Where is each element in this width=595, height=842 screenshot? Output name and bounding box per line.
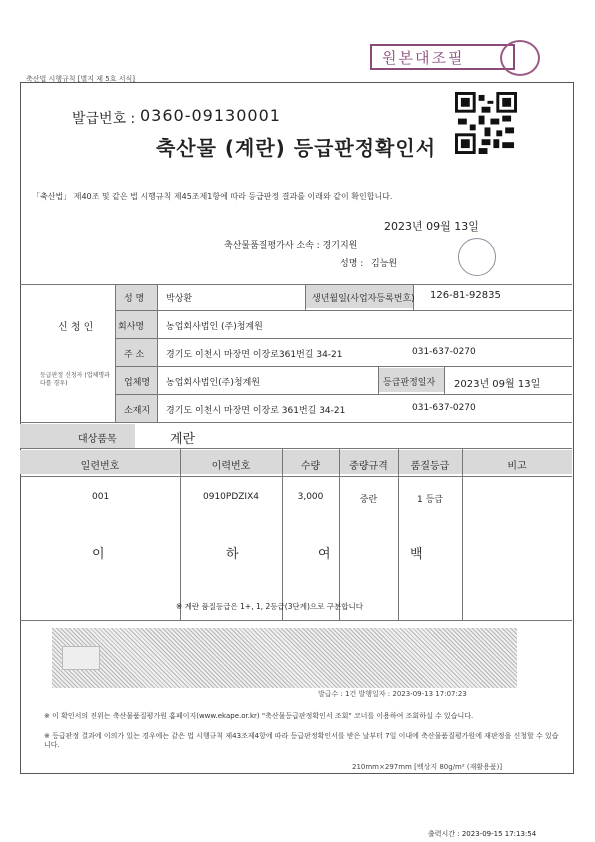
- applicant-section-label: 신 청 인: [58, 322, 94, 333]
- belong-value: 농업회사법인 (주)청계원: [166, 322, 263, 332]
- birth-label: 생년월일(사업자등록번호): [312, 294, 415, 304]
- security-pattern: [52, 628, 517, 688]
- applicant-side-note: 등급판정 신청자 (업체명과 다를 경우): [40, 372, 110, 387]
- col-header-trace: 이력번호: [211, 461, 251, 472]
- issue-info: 발급수 : 1건 발행일자 : 2023-09-13 17:07:23: [318, 690, 467, 698]
- grade-footnote: ※ 계란 품질등급은 1+, 1, 2등급(3단계)으로 구분합니다: [176, 602, 363, 611]
- row-qty: 3,000: [297, 492, 324, 502]
- col-header-note: 비고: [507, 461, 527, 472]
- row-weight: 중란: [359, 495, 378, 505]
- product-value: 계란: [170, 432, 196, 447]
- issue-date: 2023년 09월 13일: [384, 220, 479, 233]
- blank-mark-4: 백: [410, 547, 423, 562]
- legal-statement: 「축산법」 제40조 및 같은 법 시행규칙 제45조제1항에 따라 등급판정 결과를 이래와 같이 확인합니다.: [32, 192, 393, 201]
- blank-mark-1: 이: [92, 547, 105, 562]
- location-value: 경기도 이천시 마장면 이장로 361번길 34-21: [166, 406, 346, 416]
- business-value: 농업회사법인(주)청계원: [166, 378, 260, 388]
- row-trace: 0910PDZIX4: [203, 492, 259, 502]
- address-value: 경기도 이천시 마장면 이장로361번길 34-21: [166, 350, 343, 360]
- footer-note-1: ※ 이 확인서의 진위는 축산물품질평가원 홈페이지(www.ekape.or.kr) "축산물등급판정확인서 조회" 코너를 이용하여 조회하실 수 있습니다.: [44, 712, 474, 720]
- judge-date-value: 2023년 09월 13일: [454, 379, 541, 390]
- blank-mark-3: 여: [318, 547, 331, 562]
- blank-mark-2: 하: [226, 547, 239, 562]
- certified-copy-stamp: 원본대조필: [370, 44, 515, 70]
- footer-note-2: ※ 등급판정 결과에 이의가 있는 경우에는 같은 법 시행규칙 제43조제4항에 따라 등급판정확인서를 받은 날부터 7일 이내에 축산물품질평가원에 재판정을 신청할 수 있습니다.: [44, 732, 559, 749]
- birth-value: 126-81-92835: [430, 290, 501, 301]
- col-header-qty: 수량: [300, 461, 321, 472]
- issue-number: 0360-09130001: [140, 106, 281, 125]
- grading-agency: 축산물품질평가사 소속 : 경기지원: [224, 241, 358, 251]
- document-title: 축산물 (계란) 등급판정확인서: [155, 136, 437, 160]
- grader-name-label: 성명 :: [340, 259, 364, 269]
- watermark-logo-icon: [62, 646, 100, 670]
- address-phone: 031-637-0270: [412, 347, 476, 357]
- address-label: 주 소: [124, 350, 145, 360]
- name-label: 성 명: [124, 294, 145, 304]
- paper-spec: 210mm×297mm [백상지 80g/m² (재활용품)]: [352, 763, 503, 771]
- official-seal-icon: [500, 40, 540, 76]
- product-label: 대상품목: [78, 434, 117, 445]
- location-label: 소재지: [124, 406, 151, 416]
- form-reference: 축산법 시행규칙 [별지 제 5호 서식]: [26, 75, 135, 83]
- row-grade: 1 등급: [417, 495, 443, 505]
- location-phone: 031-637-0270: [412, 403, 476, 413]
- col-header-grade: 품질등급: [410, 461, 450, 472]
- belong-label: 회사명: [118, 322, 145, 332]
- output-time: 출력시간 : 2023-09-15 17:13:54: [428, 830, 537, 838]
- business-label: 업체명: [124, 378, 151, 388]
- col-header-serial: 일련번호: [80, 461, 120, 472]
- col-header-weight: 중량규격: [349, 461, 388, 472]
- name-value: 박상환: [166, 294, 193, 304]
- grader-seal-icon: [458, 238, 496, 276]
- judge-date-label: 등급판정일자: [383, 378, 436, 388]
- row-serial: 001: [92, 492, 110, 502]
- grader-name: 김능원: [371, 259, 398, 269]
- issue-number-label: 발급번호 :: [72, 111, 136, 127]
